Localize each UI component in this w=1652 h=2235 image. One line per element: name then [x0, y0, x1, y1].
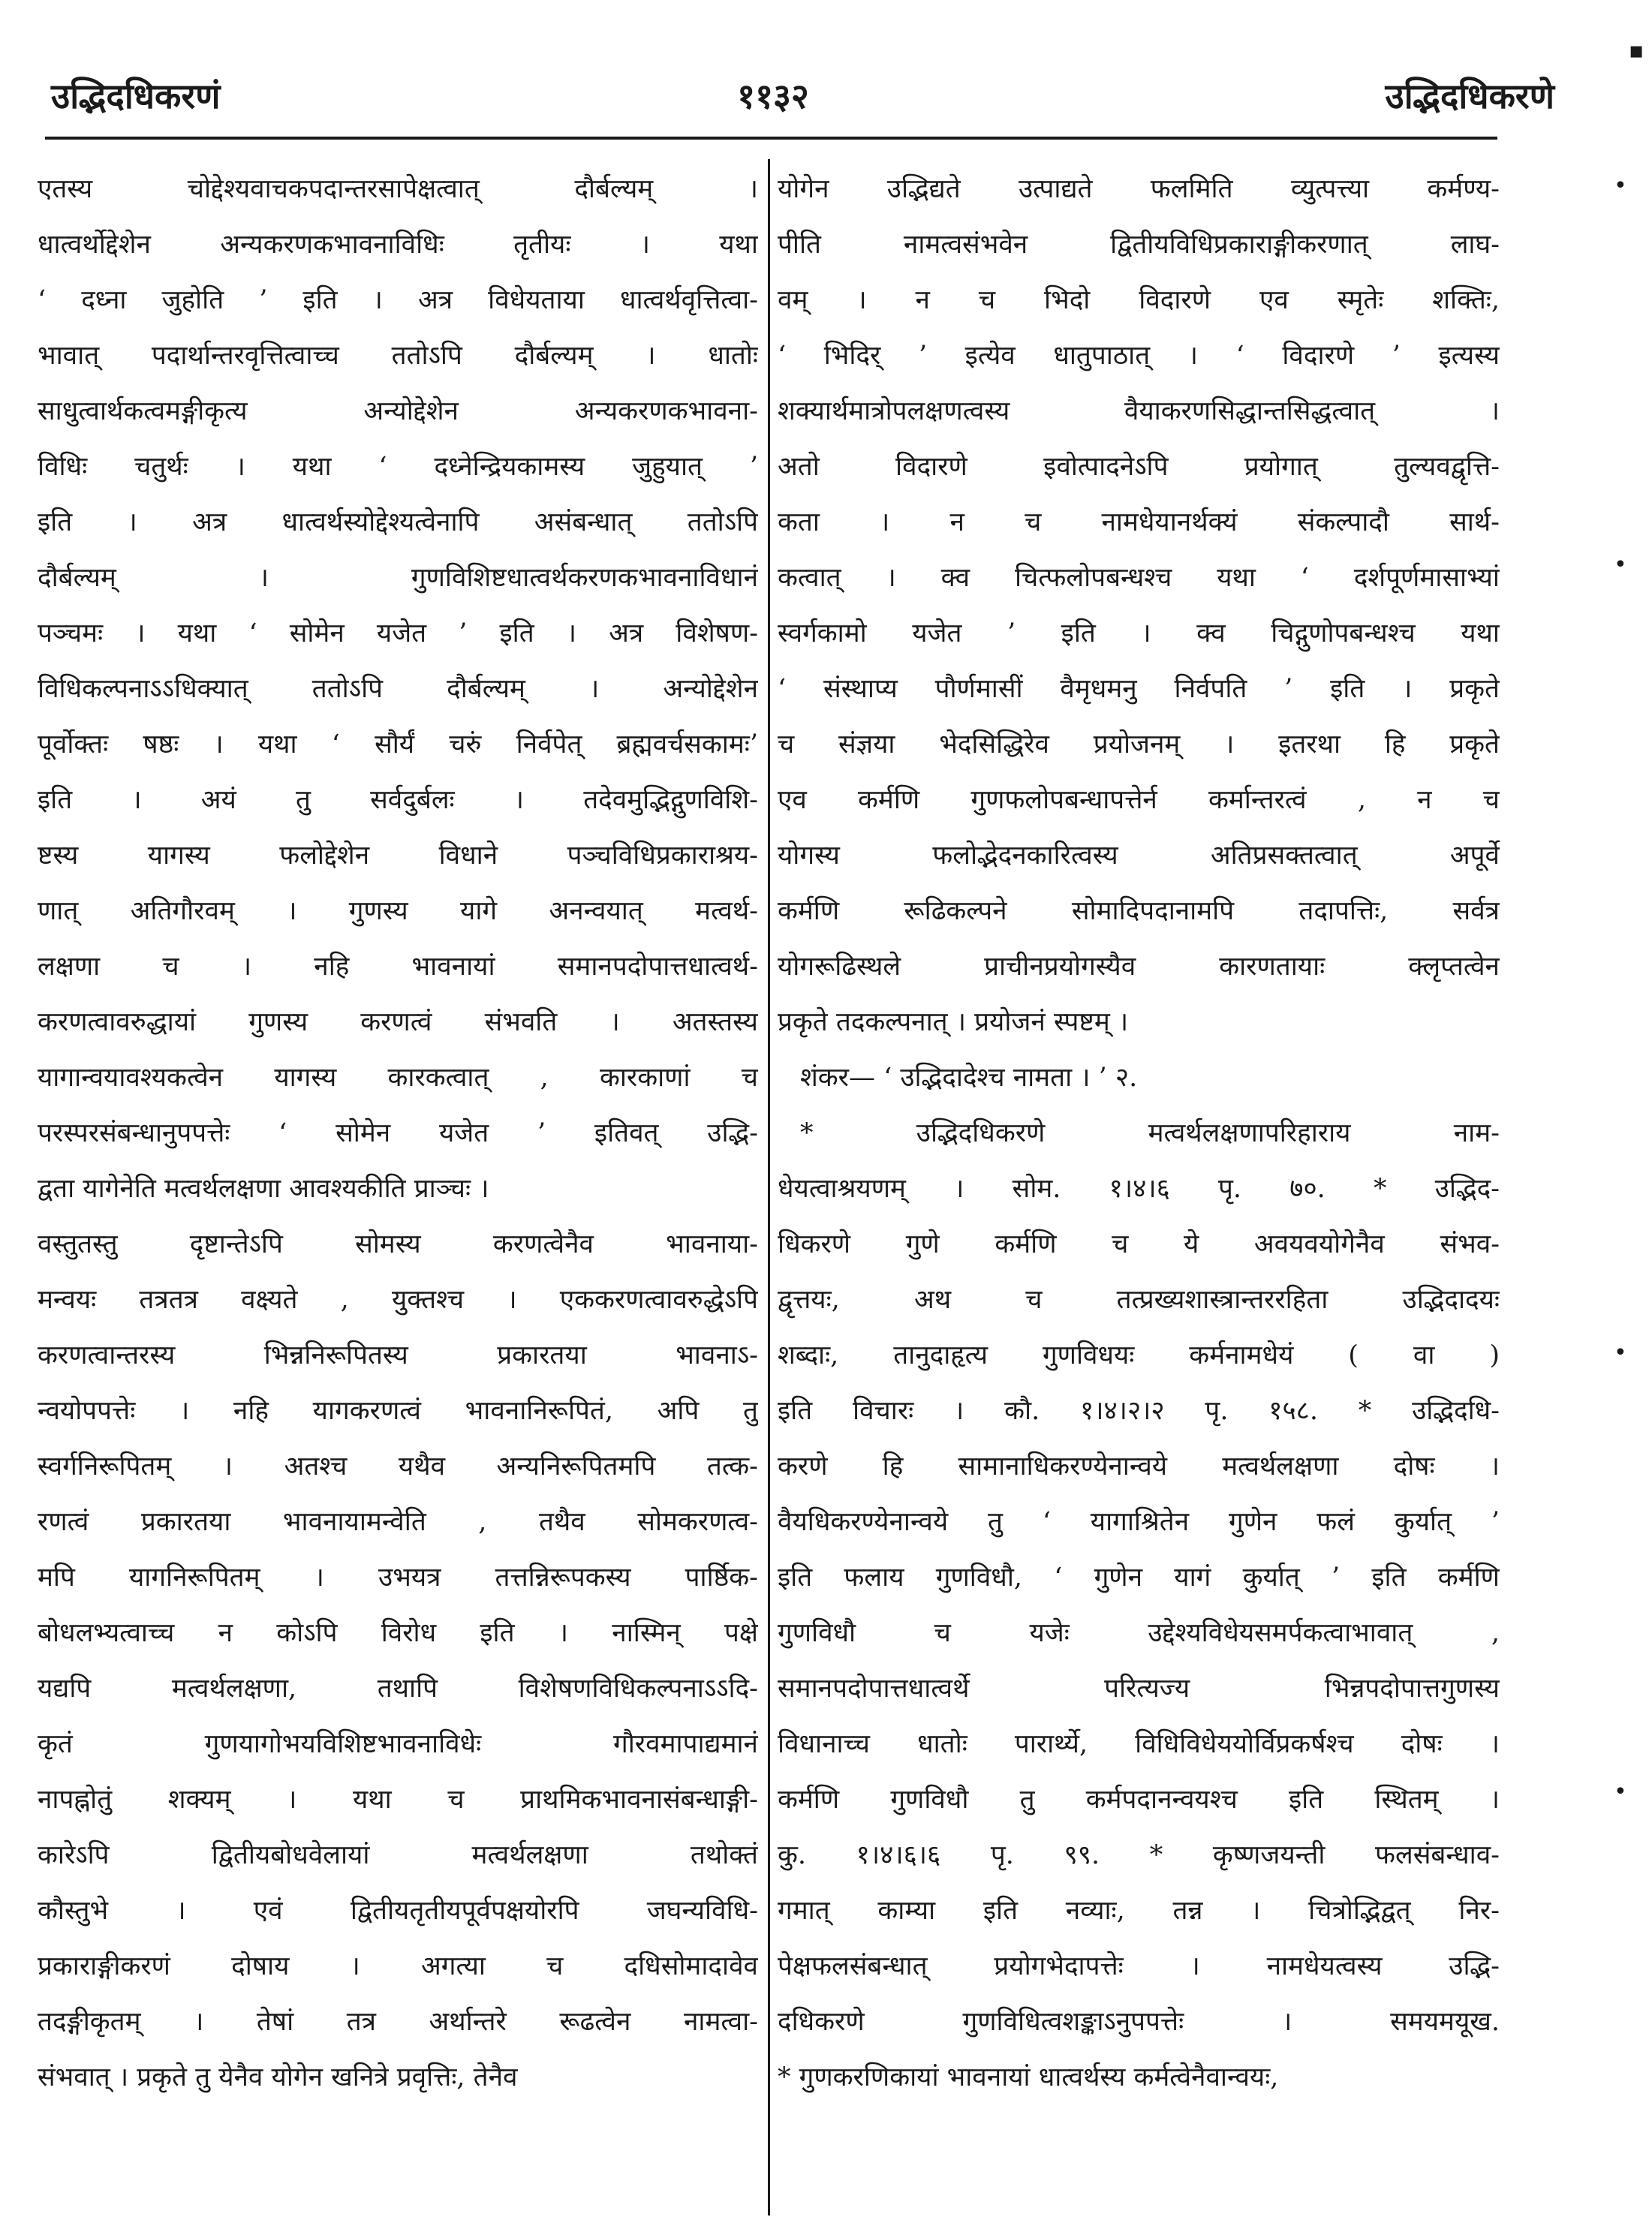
- left-column-text-line: द्वता यागेनेति मत्वर्थलक्षणा आवश्यकीति प्राञ्चः ।: [38, 1174, 489, 1204]
- right-column-text-line: गुणविधौ च यजेः उद्देश्यविधेयसमर्पकत्वाभावात् ,: [778, 1618, 1500, 1648]
- right-column-text-line: पेक्षफलसंबन्धात् प्रयोगभेदापत्तेः । नामधेयत्वस्य उद्भि-: [778, 1951, 1500, 1981]
- left-column-text-line: दौर्बल्यम् । गुणविशिष्टधात्वर्थकरणकभावनाविधानं: [38, 563, 758, 593]
- left-column-text-line: मपि यागनिरूपितम् । उभयत्र तत्तन्निरूपकस्य पार्ष्ठिक-: [38, 1563, 758, 1593]
- right-column-text-line: कर्मणि गुणविधौ तु कर्मपदानन्वयश्च इति स्थितम् ।: [778, 1785, 1500, 1815]
- header-rule: [45, 137, 1497, 140]
- right-column-text-line: ‘ संस्थाप्य पौर्णमासीं वैमृधमनु निर्वपति ’ इति । प्रकृते: [778, 674, 1500, 704]
- left-column-text-line: नापह्नोतुं शक्यम् । यथा च प्राथमिकभावनासंबन्धाङ्गी-: [38, 1785, 758, 1815]
- margin-speck: •: [1614, 1779, 1627, 1805]
- left-column-text-line: ‘ दध्ना जुहोति ’ इति । अत्र विधेयताया धात्वर्थवृत्तित्वा-: [38, 285, 758, 315]
- left-column-text-line: मन्वयः तत्रतत्र वक्ष्यते , युक्तश्च । एककरणत्वावरुद्धेऽपि: [38, 1285, 758, 1315]
- left-column-text-line: स्वर्गनिरूपितम् । अतश्च यथैव अन्यनिरूपितमपि तत्क-: [38, 1451, 758, 1481]
- left-column-text-line: साधुत्वार्थकत्वमङ्गीकृत्य अन्योद्देशेन अन्यकरणकभावना-: [38, 396, 758, 426]
- left-column-text-line: कौस्तुभे । एवं द्वितीयतृतीयपूर्वपक्षयोरपि जघन्यविधि-: [38, 1896, 758, 1926]
- right-column-text-line: करणे हि सामानाधिकरण्येनान्वये मत्वर्थलक्षणा दोषः ।: [778, 1451, 1500, 1481]
- margin-speck: •: [1614, 552, 1627, 578]
- left-column-text-line: तदङ्गीकृतम् । तेषां तत्र अर्थान्तरे रूढत्वेन नामत्वा-: [38, 2007, 758, 2037]
- right-column: [778, 161, 1500, 2105]
- right-column-text-line: एव कर्मणि गुणफलोपबन्धापत्तेर्न कर्मान्तरत्वं , न च: [778, 785, 1500, 815]
- left-column-text-line: एतस्य चोद्देश्यवाचकपदान्तरसापेक्षत्वात् दौर्बल्यम् ।: [38, 174, 758, 204]
- left-column-text-line: यद्यपि मत्वर्थलक्षणा, तथापि विशेषणविधिकल्पनाऽऽदि-: [38, 1674, 758, 1704]
- right-column-text-line: गमात् काम्या इति नव्याः, तन्न । चित्रोद्भिद्वत् निर-: [778, 1896, 1500, 1926]
- left-column-text-line: भावात् पदार्थान्तरवृत्तित्वाच्च ततोऽपि दौर्बल्यम् । धातोः: [38, 341, 758, 371]
- right-column-text-line: धेयत्वाश्रयणम् । सोम. १।४।६ पृ. ७०. * उद्भिद-: [778, 1174, 1500, 1204]
- right-column-text-line: इति फलाय गुणविधौ, ‘ गुणेन यागं कुर्यात् ’ इति कर्मणि: [778, 1563, 1500, 1593]
- right-column-text-line: * उद्भिदधिकरणे मत्वर्थलक्षणापरिहाराय नाम-: [800, 1118, 1500, 1148]
- column-divider: [768, 159, 770, 2215]
- left-column-text-line: कारेऽपि द्वितीयबोधवेलायां मत्वर्थलक्षणा तथोक्तं: [38, 1840, 758, 1870]
- right-column-text-line: द्वृत्तयः, अथ च तत्प्रख्यशास्त्रान्तररहिता उद्भिदादयः: [778, 1285, 1500, 1315]
- left-column-text-line: वस्तुतस्तु दृष्टान्तेऽपि सोमस्य करणत्वेनैव भावनाया-: [38, 1229, 758, 1259]
- left-column-text-line: णात् अतिगौरवम् । गुणस्य यागे अनन्वयात् मत्वर्थ-: [38, 896, 758, 926]
- left-column-text-line: ष्टस्य यागस्य फलोद्देशेन विधाने पञ्चविधिप्रकाराश्रय-: [38, 841, 758, 871]
- right-column-text-line: शक्यार्थमात्रोपलक्षणत्वस्य वैयाकरणसिद्धान्तसिद्धत्वात् ।: [778, 396, 1500, 426]
- left-column-text-line: बोधलभ्यत्वाच्च न कोऽपि विरोध इति । नास्मिन् पक्षे: [38, 1618, 758, 1648]
- right-column-text-line: योगस्य फलोद्भेदनकारित्वस्य अतिप्रसक्तत्वात् अपूर्वे: [778, 841, 1500, 871]
- right-column-text-line: योगेन उद्भिद्यते उत्पाद्यते फलमिति व्युत्पत्त्या कर्मण्य-: [778, 174, 1500, 204]
- running-header-right: उद्भिदधिकरणे: [1385, 76, 1554, 116]
- left-column-text-line: न्वयोपपत्तेः । नहि यागकरणत्वं भावनानिरूपितं, अपि तु: [38, 1396, 758, 1426]
- left-column-text-line: संभवात् । प्रकृते तु येनैव योगेन खनित्रे प्रवृत्तिः, तेनैव: [38, 2062, 518, 2092]
- right-column-text-line: ‘ भिदिर् ’ इत्येव धातुपाठात् । ‘ विदारणे ’ इत्यस्य: [778, 341, 1500, 371]
- right-column-text-line: शंकर— ‘ उद्भिदादेश्च नामता । ’ २.: [800, 1063, 1138, 1093]
- right-column-text-line: स्वर्गकामो यजेत ’ इति । क्व चिद्गुणोपबन्धश्च यथा: [778, 618, 1500, 648]
- margin-speck: ▪: [1629, 38, 1644, 64]
- left-column-text-line: रणत्वं प्रकारतया भावनायामन्वेति , तथैव सोमकरणत्व-: [38, 1507, 758, 1537]
- right-column-text-line: कर्मणि रूढिकल्पने सोमादिपदानामपि तदापत्तिः, सर्वत्र: [778, 896, 1500, 926]
- right-column-text-line: विधानाच्च धातोः पारार्थ्ये, विधिविधेययोर्विप्रकर्षश्च दोषः ।: [778, 1729, 1500, 1759]
- margin-speck: •: [1614, 1340, 1627, 1366]
- right-column-text-line: प्रकृते तदकल्पनात् । प्रयोजनं स्पष्टम् ।: [778, 1007, 1129, 1037]
- right-column-text-line: धिकरणे गुणे कर्मणि च ये अवयवयोगेनैव संभव-: [778, 1229, 1500, 1259]
- left-column-text-line: प्रकाराङ्गीकरणं दोषाय । अगत्या च दधिसोमादावेव: [38, 1951, 758, 1981]
- left-column-text-line: इति । अत्र धात्वर्थस्योद्देश्यत्वेनापि असंबन्धात् ततोऽपि: [38, 507, 758, 537]
- left-column-text-line: यागान्वयावश्यकत्वेन यागस्य कारकत्वात् , कारकाणां च: [38, 1063, 758, 1093]
- left-column-text-line: कृतं गुणयागोभयविशिष्टभावनाविधेः गौरवमापाद्यमानं: [38, 1729, 758, 1759]
- right-column-text-line: अतो विदारणे इवोत्पादनेऽपि प्रयोगात् तुल्यवद्वृत्ति-: [778, 452, 1500, 482]
- left-column-text-line: धात्वर्थोद्देशेन अन्यकरणकभावनाविधिः तृतीयः । यथा: [38, 230, 758, 260]
- right-column-text-line: कता । न च नामधेयानर्थक्यं संकल्पादौ सार्थ-: [778, 507, 1500, 537]
- left-column-text-line: विधिः चतुर्थः । यथा ‘ दध्नेन्द्रियकामस्य जुहुयात् ’: [38, 452, 758, 482]
- right-column-text-line: * गुणकरणिकायां भावनायां धात्वर्थस्य कर्मत्वेनैवान्वयः,: [778, 2062, 1279, 2092]
- right-column-text-line: इति विचारः । कौ. १।४।२।२ पृ. १५८. * उद्भिदधि-: [778, 1396, 1500, 1426]
- left-column-text-line: परस्परसंबन्धानुपपत्तेः ‘ सोमेन यजेत ’ इतिवत् उद्भि-: [38, 1118, 758, 1148]
- left-column-text-line: विधिकल्पनाऽऽधिक्यात् ततोऽपि दौर्बल्यम् । अन्योद्देशेन: [38, 674, 758, 704]
- right-column-text-line: वम् । न च भिदो विदारणे एव स्मृतेः शक्तिः,: [778, 285, 1500, 315]
- right-column-text-line: समानपदोपात्तधात्वर्थे परित्यज्य भिन्नपदोपात्तगुणस्य: [778, 1674, 1500, 1704]
- right-column-text-line: दधिकरणे गुणविधित्वशङ्काऽनुपपत्तेः । समयमयूख.: [778, 2007, 1500, 2037]
- right-column-text-line: च संज्ञया भेदसिद्धिरेव प्रयोजनम् । इतरथा हि प्रकृते: [778, 729, 1500, 760]
- margin-speck: •: [1614, 173, 1627, 199]
- right-column-text-line: शब्दाः, तानुदाहृत्य गुणविधयः कर्मनामधेयं ( वा ): [778, 1340, 1500, 1370]
- left-column-text-line: इति । अयं तु सर्वदुर्बलः । तदेवमुद्भिद्गुणविशि-: [38, 785, 758, 815]
- right-column-text-line: कु. १।४।६।६ पृ. ९९. * कृष्णजयन्ती फलसंबन्धाव-: [778, 1840, 1500, 1870]
- left-column-text-line: पञ्चमः । यथा ‘ सोमेन यजेत ’ इति । अत्र विशेषण-: [38, 618, 758, 648]
- right-column-text-line: वैयधिकरण्येनान्वये तु ‘ यागाश्रितेन गुणेन फलं कुर्यात् ’: [778, 1507, 1500, 1537]
- running-header-left: उद्भिदधिकरणं: [51, 76, 221, 116]
- left-column: [38, 161, 758, 2105]
- right-column-text-line: योगरूढिस्थले प्राचीनप्रयोगस्यैव कारणतायाः क्लृप्तत्वेन: [778, 952, 1500, 982]
- page-number: ११३२: [737, 76, 809, 116]
- left-column-text-line: करणत्वान्तरस्य भिन्ननिरूपितस्य प्रकारतया भावनाऽ-: [38, 1340, 758, 1370]
- right-column-text-line: पीति नामत्वसंभवेन द्वितीयविधिप्रकाराङ्गीकरणात् लाघ-: [778, 230, 1500, 260]
- left-column-text-line: करणत्वावरुद्धायां गुणस्य करणत्वं संभवति । अतस्तस्य: [38, 1007, 758, 1037]
- right-column-text-line: कत्वात् । क्व चित्फलोपबन्धश्च यथा ‘ दर्शपूर्णमासाभ्यां: [778, 563, 1500, 593]
- left-column-text-line: पूर्वोक्तः षष्ठः । यथा ‘ सौर्यं चरुं निर्वपेत् ब्रह्मवर्चसकामः’: [38, 729, 758, 760]
- left-column-text-line: लक्षणा च । नहि भावनायां समानपदोपात्तधात्वर्थ-: [38, 952, 758, 982]
